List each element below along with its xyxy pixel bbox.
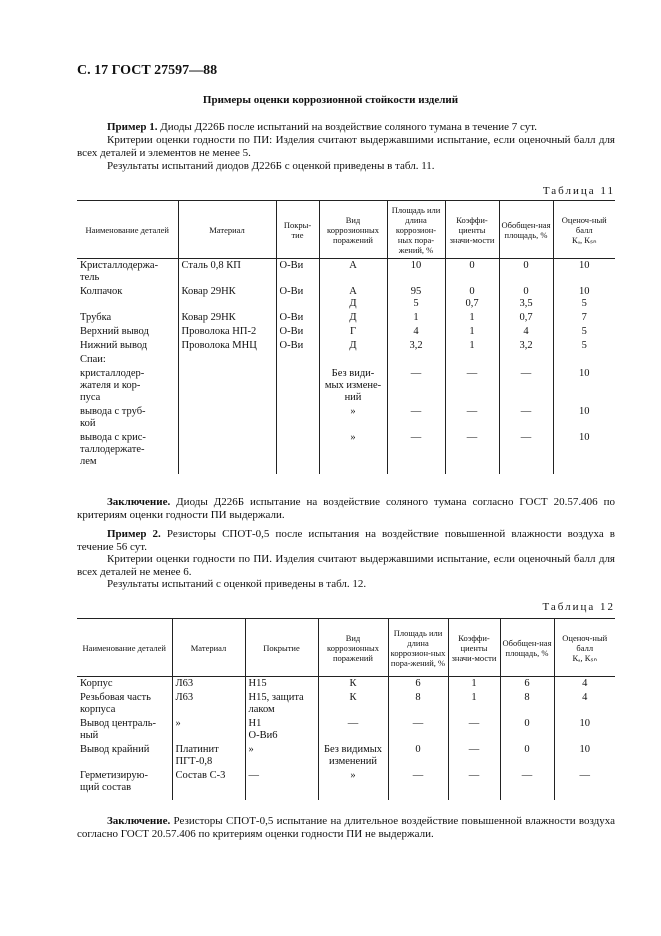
table12-cell: 8 xyxy=(500,691,554,717)
table-row xyxy=(77,339,615,353)
conclusion2-text: Резисторы СПОТ-0,5 испытание на длительное воздействие повышенной влажности воздуха согласно ГОСТ 20.57.406 по критериям оценки годности ПИ не выдержали. xyxy=(77,815,615,840)
table12-cell: 0 xyxy=(388,743,448,769)
conclusion2-label: Заключение. xyxy=(107,815,171,827)
example1-results: Результаты испытаний диодов Д226Б с оценкой приведены в табл. 11. xyxy=(107,160,435,172)
table11-cell xyxy=(178,367,276,405)
table-row xyxy=(77,717,615,743)
table11-cell xyxy=(276,353,319,367)
table-12 xyxy=(77,618,615,800)
table11-cell: 5 xyxy=(553,325,615,339)
table11-cell: 10 xyxy=(553,367,615,405)
table11-header-1 xyxy=(178,201,276,259)
example1-text: Диоды Д226Б после испытаний на воздействие соляного тумана в течение 7 сут. xyxy=(157,121,538,133)
table12-header-label: Обобщен-ная площадь, % xyxy=(502,637,552,658)
table12-caption: Таблица 12 xyxy=(542,601,615,613)
table12-cell: 1 xyxy=(448,691,500,717)
example1-criteria: Критерии оценки годности по ПИ: Изделия считают выдержавшими испытание, если оценочный балл для всех деталей и элементов не менее 5. xyxy=(77,134,615,159)
conclusion1-text: Диоды Д226Б испытание на воздействие соляного тумана согласно ГОСТ 20.57.406 по критериям оценки годности ПИ выдержали. xyxy=(77,496,615,521)
table11-cell: Колпачок xyxy=(80,286,123,297)
table11-header-label: Обобщен-ная площадь, % xyxy=(501,219,551,240)
table11-header-2 xyxy=(276,201,319,259)
table11-cell: — xyxy=(387,405,445,431)
table11-cell: 0 xyxy=(445,259,499,286)
table11-cell: — xyxy=(445,405,499,431)
table11-cell: — xyxy=(387,367,445,405)
table-row xyxy=(77,431,615,474)
table11-cell: Трубка xyxy=(80,312,112,323)
table11-cell: — xyxy=(445,367,499,405)
table12-cell: Л63 xyxy=(172,691,245,717)
table11-cell xyxy=(499,353,553,367)
table12-cell: 6 xyxy=(388,677,448,692)
table11-cell: 4 xyxy=(387,325,445,339)
table12-cell: 10 xyxy=(554,717,615,743)
table11-cell: Нижний вывод xyxy=(80,340,148,351)
example2-criteria: Критерии оценки годности по ПИ. Изделия считают выдержавшими испытание, если оценочный балл для всех деталей не менее 6. xyxy=(77,553,615,578)
table11-cell: — xyxy=(499,431,553,474)
table12-cell: — xyxy=(318,717,388,743)
table12-cell: Корпус xyxy=(80,678,113,689)
table11-cell: — xyxy=(499,405,553,431)
example2-text: Резисторы СПОТ-0,5 после испытания на воздействие повышенной влажности воздуха в течение 56 сут. xyxy=(77,528,615,553)
table12-header-1 xyxy=(172,619,245,677)
table12-cell: Платинит ПГТ-0,8 xyxy=(172,743,245,769)
table-row xyxy=(77,769,615,800)
table11-header-3 xyxy=(319,201,387,259)
table11-header-label: Площадь или длина коррозион-ных пора-жений, % xyxy=(391,204,441,255)
table12-header-6 xyxy=(500,619,554,677)
table11-cell: Без види- мых измене- ний xyxy=(319,367,387,405)
table11-header-6 xyxy=(499,201,553,259)
table12-cell: — xyxy=(554,769,615,800)
table-row xyxy=(77,367,615,405)
table11-cell: Проволока НП-2 xyxy=(178,325,276,339)
table12-cell: 4 xyxy=(554,677,615,692)
table-row xyxy=(77,677,615,692)
conclusion1-label: Заключение. xyxy=(107,496,171,508)
table11-cell xyxy=(178,353,276,367)
table12-cell: 0 xyxy=(500,743,554,769)
table11-cell: » xyxy=(319,431,387,474)
table11-cell: 10 xyxy=(553,405,615,431)
table11-cell: 0 0,7 xyxy=(445,285,499,311)
table11-cell xyxy=(387,353,445,367)
table12-header-0 xyxy=(77,619,172,677)
table11-cell xyxy=(319,353,387,367)
section-title: Примеры оценки коррозионной стойкости изделий xyxy=(202,94,459,106)
table11-cell: 10 xyxy=(387,259,445,286)
example1-label: Пример 1. xyxy=(107,121,158,133)
table11-cell: Верхний вывод xyxy=(80,326,149,337)
table-row xyxy=(77,691,615,717)
table11-cell: О-Ви xyxy=(276,311,319,325)
table11-cell: Д xyxy=(319,311,387,325)
table-row xyxy=(77,353,615,367)
table11-header-symbols: Кₐ, Кₛₙ xyxy=(572,234,597,245)
table11-cell: 3,2 xyxy=(499,339,553,353)
table11-cell xyxy=(178,405,276,431)
table11-cell: — xyxy=(445,431,499,474)
table-row xyxy=(77,743,615,769)
table12-cell: » xyxy=(172,717,245,743)
table12-header-label: Вид коррозионных поражений xyxy=(327,632,379,663)
page-header: С. 17 ГОСТ 27597—88 xyxy=(77,63,218,78)
table11-cell: Д xyxy=(319,339,387,353)
conclusion1-paragraph xyxy=(77,496,615,522)
table11-cell: 10 xyxy=(553,259,615,286)
table11-header-label: Материал xyxy=(209,224,245,235)
table11-cell: 0 xyxy=(499,259,553,286)
table12-cell: — xyxy=(448,769,500,800)
table11-cell: Спаи: xyxy=(80,354,106,365)
table11-cell: 0,7 xyxy=(499,311,553,325)
table11-cell: 1 xyxy=(387,311,445,325)
table11-cell: О-Ви xyxy=(276,285,319,311)
table11-cell xyxy=(553,353,615,367)
table11-cell: А xyxy=(319,259,387,286)
table11-cell: О-Ви xyxy=(276,339,319,353)
table12-cell: Герметизирую- щий состав xyxy=(80,770,149,793)
table12-cell: Резьбовая часть корпуса xyxy=(80,692,151,715)
table11-cell: 10 5 xyxy=(553,285,615,311)
table11-cell: вывода с труб- кой xyxy=(80,406,146,429)
table11-cell: 0 3,5 xyxy=(499,285,553,311)
table12-header-2 xyxy=(245,619,318,677)
table-row xyxy=(77,285,615,311)
table12-cell: — xyxy=(388,769,448,800)
table11-cell: 1 xyxy=(445,311,499,325)
table11-cell: А Д xyxy=(319,285,387,311)
table12-cell: 1 xyxy=(448,677,500,692)
table12-cell: » xyxy=(245,743,318,769)
table12-cell: Без видимых изменений xyxy=(318,743,388,769)
table11-cell: » xyxy=(319,405,387,431)
table11-cell: 10 xyxy=(553,431,615,474)
table11-cell: Ковар 29НК xyxy=(178,311,276,325)
table12-header-4 xyxy=(388,619,448,677)
table12-cell: » xyxy=(318,769,388,800)
table11-cell: вывода с крис- таллодержате- лем xyxy=(80,432,146,467)
table11-header-label: Наименование деталей xyxy=(85,224,169,235)
table12-cell: — xyxy=(448,717,500,743)
table12-header-label: Покрытие xyxy=(263,642,300,653)
table12-header-label: Материал xyxy=(190,642,227,653)
table11-header-label: Оценоч-ный балл xyxy=(561,214,607,235)
table11-cell: Г xyxy=(319,325,387,339)
table11-cell: — xyxy=(387,431,445,474)
table11-header-7 xyxy=(553,201,615,259)
table12-cell: К xyxy=(318,677,388,692)
example2-results: Результаты испытаний с оценкой приведены в табл. 12. xyxy=(107,578,367,590)
table12-cell: 0 xyxy=(500,717,554,743)
table12-cell: — xyxy=(448,743,500,769)
table11-cell xyxy=(276,405,319,431)
table12-cell: 8 xyxy=(388,691,448,717)
table12-header-label: Наименование деталей xyxy=(82,642,166,653)
conclusion2-paragraph xyxy=(77,815,615,841)
table11-cell xyxy=(276,431,319,474)
table11-cell: Ковар 29НК xyxy=(178,285,276,311)
table12-header-5 xyxy=(448,619,500,677)
table12-header-label: Коэффи-циенты значи-мости xyxy=(451,632,497,663)
table12-cell: Состав С-3 xyxy=(172,769,245,800)
table12-header-3 xyxy=(318,619,388,677)
table11-cell xyxy=(178,431,276,474)
table12-cell: 4 xyxy=(554,691,615,717)
example1-paragraph xyxy=(77,121,615,134)
table11-cell: 3,2 xyxy=(387,339,445,353)
table12-cell: — xyxy=(388,717,448,743)
table11-cell: — xyxy=(499,367,553,405)
table12-cell: Л63 xyxy=(172,677,245,692)
table12-cell: 10 xyxy=(554,743,615,769)
table11-header-5 xyxy=(445,201,499,259)
table12-cell: Н1 О-Ви6 xyxy=(245,717,318,743)
table-11 xyxy=(77,200,615,474)
table11-cell xyxy=(445,353,499,367)
table11-header-label: Вид коррозионных поражений xyxy=(327,214,379,245)
table11-cell: 5 xyxy=(553,339,615,353)
table11-header-label: Покры-тие xyxy=(283,219,312,240)
table11-cell: Сталь 0,8 КП xyxy=(178,259,276,286)
table-row xyxy=(77,259,615,286)
table-row xyxy=(77,311,615,325)
table11-header-label: Коэффи-циенты значи-мости xyxy=(449,214,495,245)
table11-caption: Таблица 11 xyxy=(542,185,615,197)
table12-cell: Вывод крайний xyxy=(80,744,150,755)
example2-label: Пример 2. xyxy=(107,528,161,540)
table-row xyxy=(77,405,615,431)
table12-cell: К xyxy=(318,691,388,717)
table11-cell: кристаллодер- жателя и кор- пуса xyxy=(80,368,145,403)
table12-header-symbols: Кₐ, Кₛₙ xyxy=(572,652,597,663)
table11-cell: 1 xyxy=(445,339,499,353)
table12-cell: — xyxy=(500,769,554,800)
table12-header-label: Оценоч-ный балл xyxy=(562,632,608,653)
table11-header-0 xyxy=(77,201,178,259)
table12-cell: Вывод централь- ный xyxy=(80,718,157,741)
table11-cell: 95 5 xyxy=(387,285,445,311)
table12-cell: 6 xyxy=(500,677,554,692)
table11-cell: 7 xyxy=(553,311,615,325)
table11-cell: О-Ви xyxy=(276,259,319,286)
table11-cell: Кристаллодержа- тель xyxy=(80,260,159,283)
table11-cell: О-Ви xyxy=(276,325,319,339)
table11-cell: Проволока МНЦ xyxy=(178,339,276,353)
table12-cell: Н15, защита лаком xyxy=(245,691,318,717)
table11-cell: 4 xyxy=(499,325,553,339)
table12-cell: Н15 xyxy=(245,677,318,692)
table11-cell: 1 xyxy=(445,325,499,339)
example2-paragraph xyxy=(77,528,615,554)
table11-header-4 xyxy=(387,201,445,259)
table12-header-7 xyxy=(554,619,615,677)
table-row xyxy=(77,325,615,339)
table11-cell xyxy=(276,367,319,405)
table12-cell: — xyxy=(245,769,318,800)
table12-header-label: Площадь или длина коррозион-ных пора-жений, % xyxy=(390,627,446,668)
